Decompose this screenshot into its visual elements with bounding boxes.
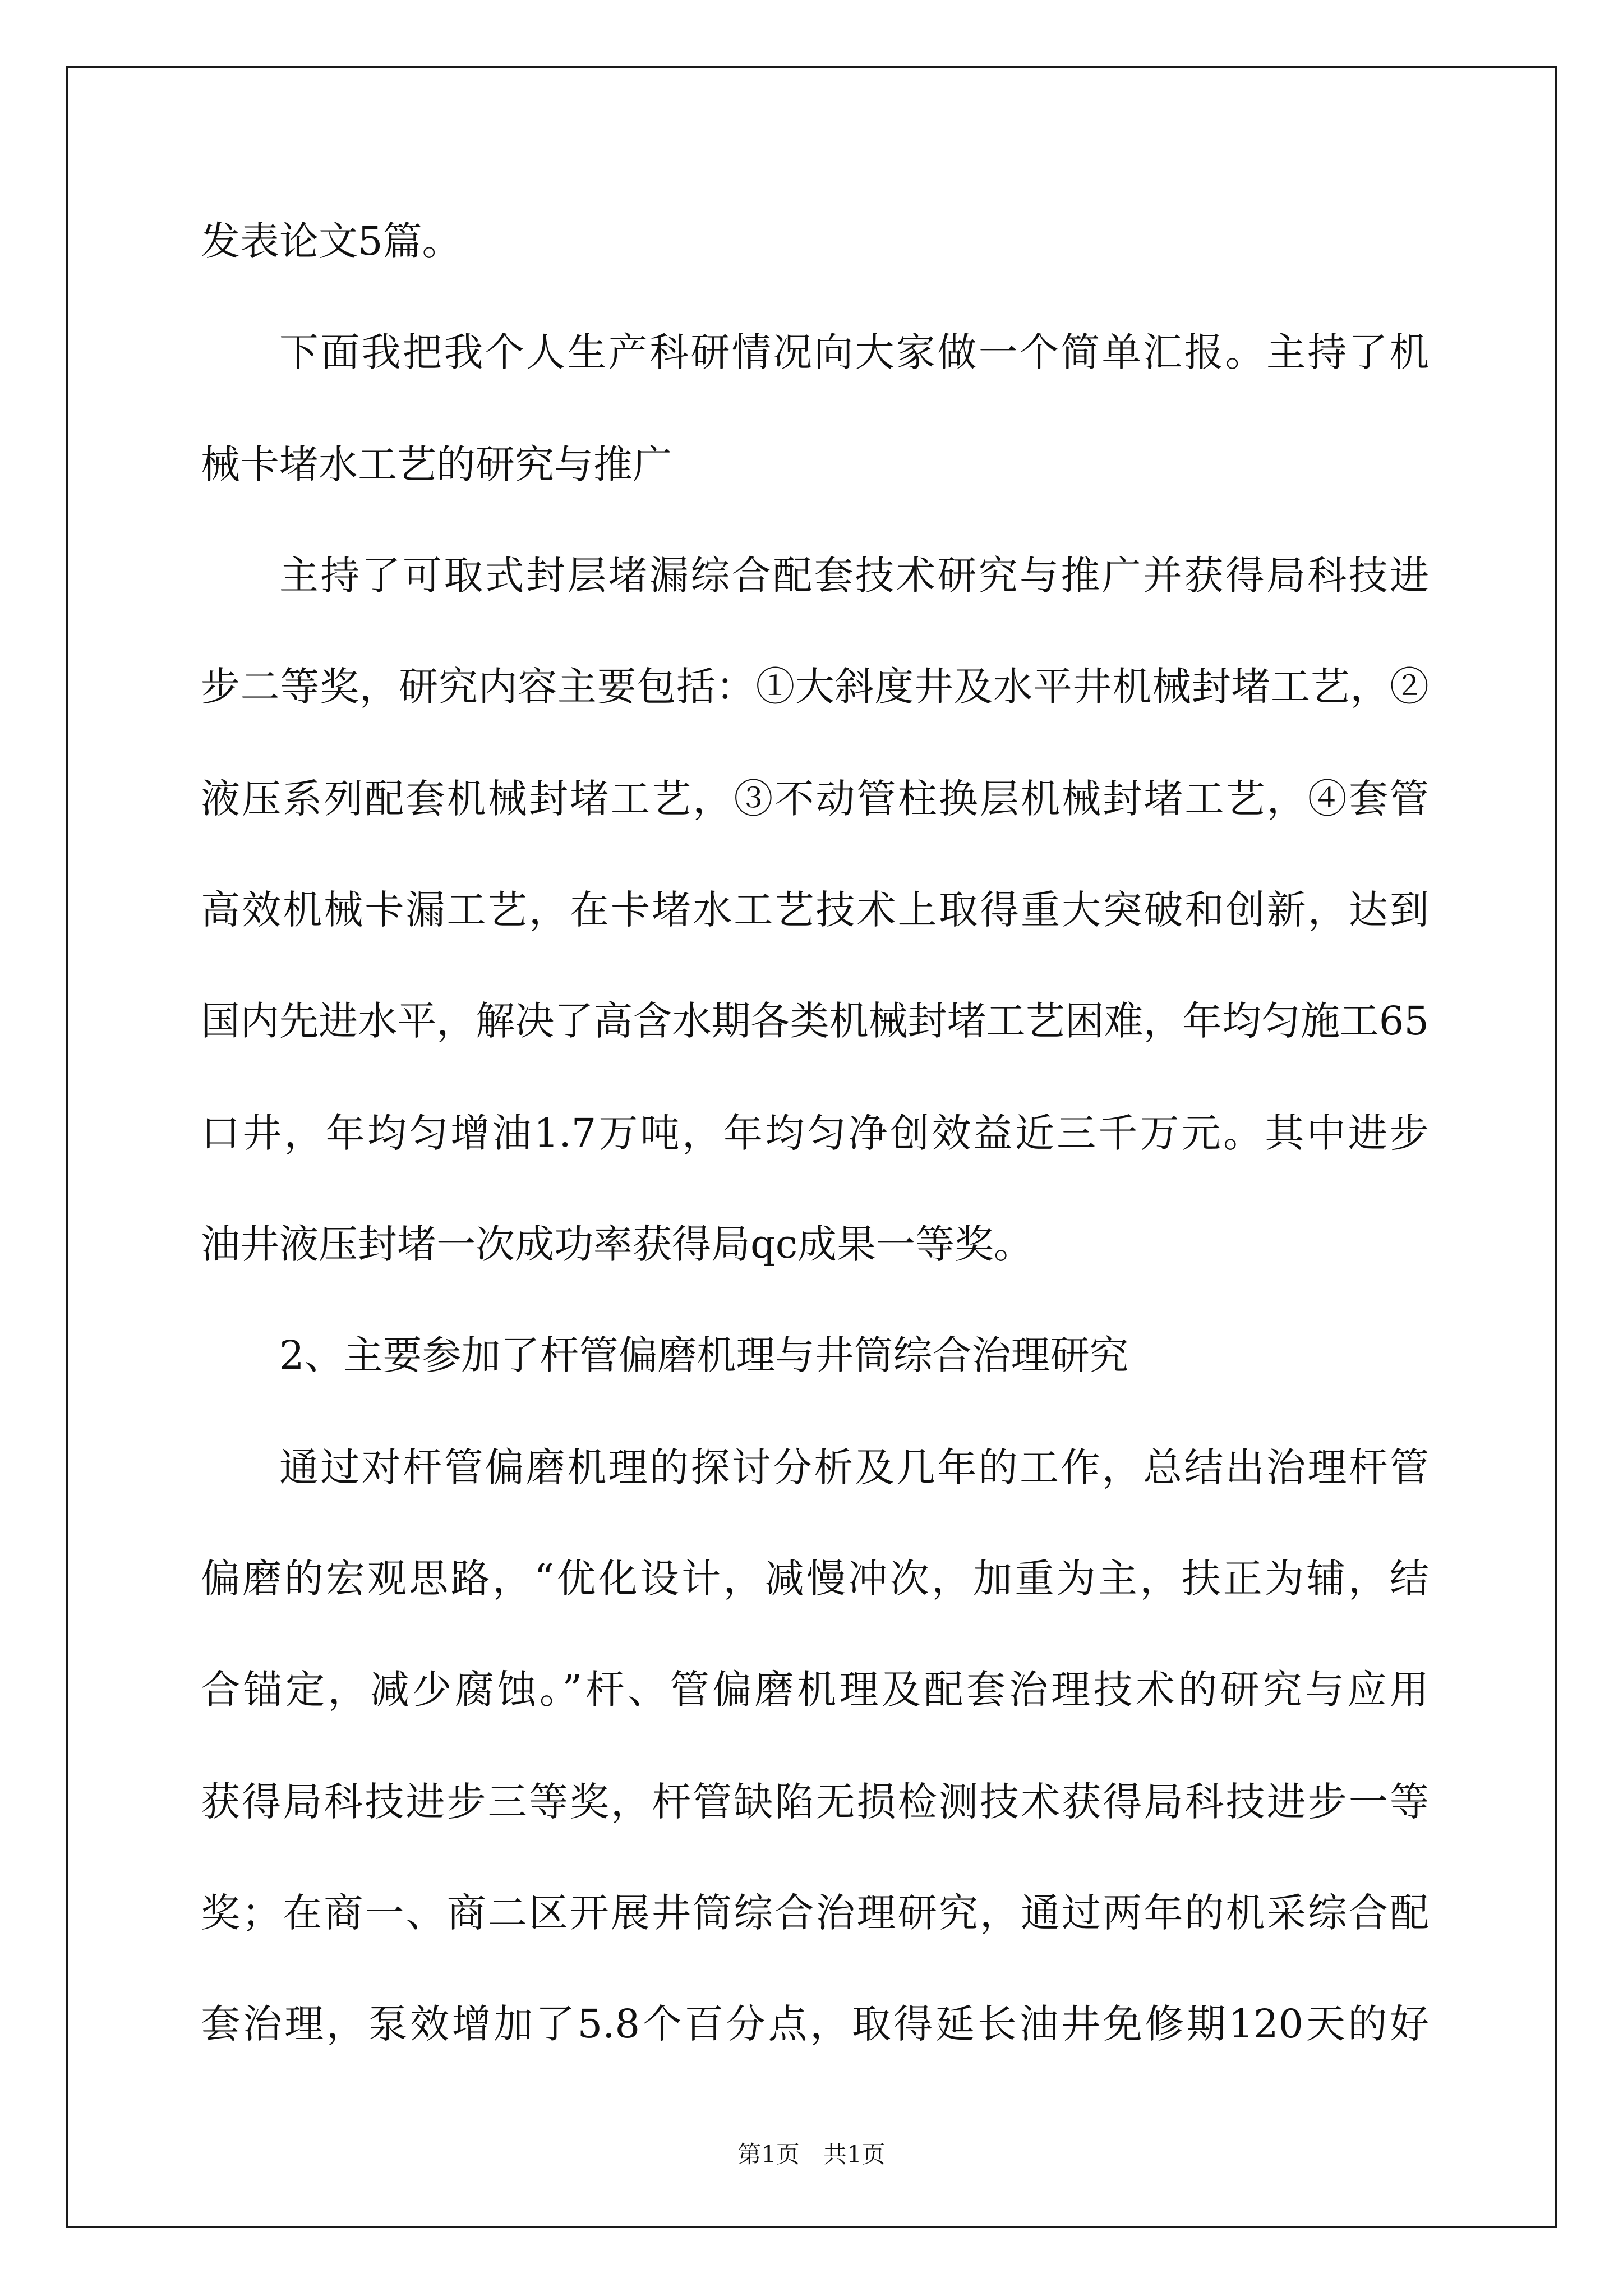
- text-line: 口井，年均匀增油1.7万吨，年均匀净创效益近三千万元。其中进步: [201, 1110, 1429, 1156]
- text-line: 通过对杆管偏磨机理的探讨分析及几年的工作，总结出治理杆管: [279, 1444, 1429, 1490]
- text-line: 2、主要参加了杆管偏磨机理与井筒综合治理研究: [279, 1332, 1129, 1378]
- text-line: 套治理，泵效增加了5.8个百分点，取得延长油井免修期120天的好: [201, 2001, 1429, 2047]
- text-line: 液压系列配套机械封堵工艺，③不动管柱换层机械封堵工艺，④套管: [201, 776, 1429, 822]
- text-line: 合锚定，减少腐蚀。”杆、管偏磨机理及配套治理技术的研究与应用: [201, 1667, 1429, 1713]
- text-line: 步二等奖，研究内容主要包括：①大斜度井及水平井机械封堵工艺，②: [201, 664, 1429, 710]
- text-line: 主持了可取式封层堵漏综合配套技术研究与推广并获得局科技进: [279, 553, 1429, 599]
- text-line: 油井液压封堵一次成功率获得局qc成果一等奖。: [201, 1221, 1034, 1267]
- page-footer: 第1页 共1页: [737, 2141, 886, 2168]
- text-line: 高效机械卡漏工艺，在卡堵水工艺技术上取得重大突破和创新，达到: [201, 887, 1429, 933]
- text-line: 发表论文5篇。: [201, 218, 462, 264]
- text-line: 国内先进水平，解决了高含水期各类机械封堵工艺困难，年均匀施工65: [201, 998, 1429, 1044]
- text-line: 械卡堵水工艺的研究与推广: [201, 441, 672, 487]
- text-line: 下面我把我个人生产科研情况向大家做一个简单汇报。主持了机: [279, 329, 1429, 375]
- text-line: 奖；在商一、商二区开展井筒综合治理研究，通过两年的机采综合配: [201, 1890, 1429, 1936]
- text-line: 获得局科技进步三等奖，杆管缺陷无损检测技术获得局科技进步一等: [201, 1779, 1429, 1825]
- text-line: 偏磨的宏观思路，“优化设计，减慢冲次，加重为主，扶正为辅，结: [201, 1556, 1429, 1602]
